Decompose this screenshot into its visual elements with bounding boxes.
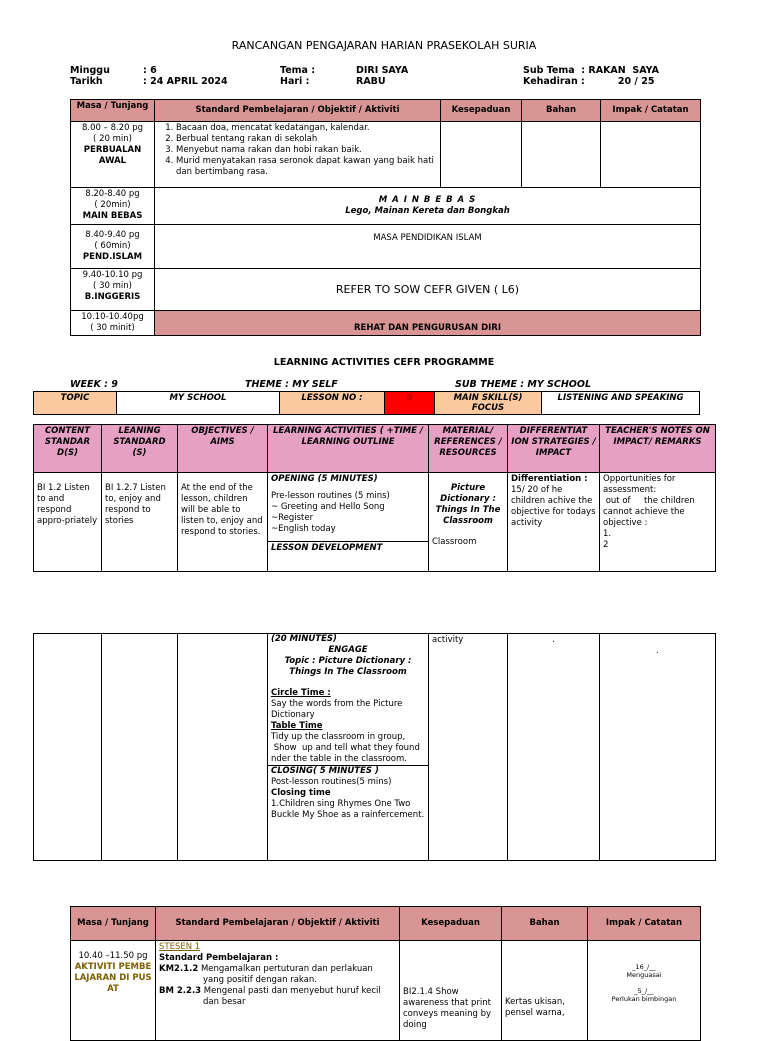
header-masa: Masa / Tunjang [71, 100, 155, 122]
topic-value: MY SCHOOL [117, 392, 280, 415]
circle-time-text: Say the words from the Picture Dictionary [271, 699, 403, 720]
material-cell [429, 473, 508, 572]
list-item: 3. Menyebut nama rakan dan hobi rakan baik. [176, 145, 437, 156]
activities-cell [268, 473, 429, 572]
lesson-development: LESSON DEVELOPMENT [268, 541, 428, 555]
cefr-week: WEEK : 9 [70, 379, 118, 390]
bm-line [159, 986, 396, 997]
closing-text: Post-lesson routines(5 mins) [271, 777, 392, 787]
circle-time-title: Circle Time : [271, 688, 331, 698]
cefr-subtheme: SUB THEME : MY SCHOOL [455, 379, 591, 390]
cefr-main-table [33, 424, 716, 572]
closing-title: CLOSING( 5 MINUTES ) [271, 766, 379, 776]
list-item: 1. Bacaan doa, mencatat kedatangan, kalendar. [176, 123, 437, 134]
main-bebas-heading: M A I N B E B A S [378, 195, 477, 205]
bottom-kesepaduan-cell: BI2.1.4 Show awareness that print conveys meaning by doing [400, 941, 502, 1041]
table-time-title: Table Time [271, 721, 323, 731]
cell-empty [522, 122, 601, 188]
impak-menguasai-label: Menguasai [626, 971, 662, 979]
header-kesepaduan: Kesepaduan [441, 100, 522, 122]
header-learning-activities: LEARNING ACTIVITIES ( +TIME / LEARNING OUTLINE [268, 425, 429, 473]
header-standard: Standard Pembelajaran / Objektif / Aktiviti [155, 100, 441, 122]
bm-text2: dan besar [203, 997, 246, 1007]
duration-text: ( 30 minit) [90, 323, 135, 333]
header-standard: Standard Pembelajaran / Objektif / Aktiviti [156, 907, 400, 941]
header-bahan: Bahan [522, 100, 601, 122]
notes-continued-cell: . [600, 634, 716, 861]
tema-value: DIRI SAYA [356, 65, 409, 76]
engage-minutes: (20 MINUTES) [271, 634, 337, 644]
cefr-continuation-table [33, 633, 716, 861]
minggu-value: : 6 [143, 65, 157, 76]
impak-bimbingan-count: _5_/__ [634, 987, 654, 995]
differentiation-cell [508, 473, 600, 572]
opening-line: ~Register [271, 513, 314, 523]
closing-time-title: Closing time [271, 788, 331, 798]
minggu-label: Minggu [70, 65, 110, 76]
skill-label: MAIN SKILL(S) FOCUS [435, 392, 542, 415]
time-text: 10.40 –11.50 pg [78, 951, 148, 961]
cefr-theme: THEME : MY SELF [245, 379, 338, 390]
material-continued-cell: activity [429, 634, 508, 861]
differentiation-continued-cell: . [508, 634, 600, 861]
activity-name: AKTIVITI PEMBELAJARAN DI PUSAT [74, 962, 152, 994]
table-time-text: Show up and tell what they found nder the table in the classroom. [271, 743, 423, 764]
header-bahan: Bahan [502, 907, 588, 941]
material-classroom: Classroom [432, 537, 477, 547]
activities-continued-cell [268, 634, 429, 861]
duration-text: ( 20min) [94, 200, 131, 210]
hari-label: Hari : [280, 76, 310, 87]
km-code: KM2.1.2 [159, 964, 199, 974]
duration-text: ( 30 min) [93, 281, 132, 291]
bottom-time-cell [71, 941, 156, 1041]
tarikh-value: : 24 APRIL 2024 [143, 76, 228, 87]
header-learning-standard: LEANING STANDARD (S) [102, 425, 178, 473]
bottom-standard-cell [156, 941, 400, 1041]
tarikh-label: Tarikh [70, 76, 103, 87]
bottom-rph-table [70, 906, 701, 1041]
header-kesepaduan: Kesepaduan [400, 907, 502, 941]
closing-time-text: 1.Children sing Rhymes One Two Buckle My Shoe as a rainfercement. [271, 799, 425, 820]
rph-table [70, 99, 701, 336]
opening-line: Pre-lesson routines (5 mins) [271, 491, 390, 501]
time-text: 8.40-9.40 pg [85, 230, 140, 240]
table-time-text: Tidy up the classroom in group, [271, 732, 406, 742]
diff-title: Differentiation : [511, 474, 588, 484]
header-objectives: OBJECTIVES / AIMS [178, 425, 268, 473]
activity-name: B.INGGERIS [84, 292, 141, 302]
learning-standard-cell: BI 1.2.7 Listen to, enjoy and respond to stories [102, 473, 178, 572]
header-masa: Masa / Tunjang [71, 907, 156, 941]
time-text: 10.10-10.40pg [81, 312, 144, 322]
cell-empty [102, 634, 178, 861]
engage-title: ENGAGE [328, 645, 368, 655]
opening-line: ~English today [271, 524, 336, 534]
bm-text: Mengenal pasti dan menyebut huruf kecil [201, 986, 381, 996]
cell-empty [441, 122, 522, 188]
row-binggeris-detail: REFER TO SOW CEFR GIVEN ( L6) [155, 269, 701, 311]
cell-empty [178, 634, 268, 861]
impak-menguasai-count: _16_/__ [632, 963, 656, 971]
cell-empty [34, 634, 102, 861]
hari-value: RABU [356, 76, 386, 87]
diff-text: 15/ 20 of he children achive the objective for todays activity [511, 485, 596, 528]
bottom-impak-cell [588, 941, 701, 1041]
km-line [159, 964, 396, 975]
bottom-bahan-cell: Kertas ukisan, pensel warna, [502, 941, 588, 1041]
lesson-value: 5 [385, 392, 435, 415]
time-text: 9.40-10.10 pg [82, 270, 143, 280]
notes-cell: Opportunities for assessment: out of the children cannot achieve the objective : 1. 2 [600, 473, 716, 572]
subtema: Sub Tema : RAKAN SAYA [523, 65, 659, 76]
engage-topic: Topic : Picture Dictionary : Things In The Classroom [284, 656, 412, 677]
header-differentiation: DIFFERENTIAT ION STRATEGIES / IMPACT [508, 425, 600, 473]
row-rehat-time [71, 311, 155, 336]
header-material: MATERIAL/ REFERENCES / RESOURCES [429, 425, 508, 473]
row-rehat-detail: REHAT DAN PENGURUSAN DIRI [155, 311, 701, 336]
header-impak: Impak / Catatan [601, 100, 701, 122]
lesson-label: LESSON NO : [280, 392, 385, 415]
material-title: Picture Dictionary : Things In The Classroom [435, 483, 501, 526]
duration-text: ( 60min) [94, 241, 131, 251]
cell-empty [601, 122, 701, 188]
content-standard-cell: BI 1.2 Listen to and respond appro-priately [34, 473, 102, 572]
opening-title: OPENING (5 MINUTES) [271, 474, 378, 484]
header-teachers-notes: TEACHER'S NOTES ON IMPACT/ REMARKS [600, 425, 716, 473]
row-mainbebas-detail [155, 188, 701, 225]
kehadiran: Kehadiran : 20 / 25 [523, 76, 655, 87]
time-text: 8.20-8.40 pg [85, 189, 140, 199]
header-impak: Impak / Catatan [588, 907, 701, 941]
skill-value: LISTENING AND SPEAKING [542, 392, 700, 415]
impak-bimbingan-label: Perlukan bimbingan [611, 995, 677, 1003]
row-pendislam-time [71, 225, 155, 269]
time-text: 8.00 – 8.20 pg [82, 123, 143, 133]
topic-label: TOPIC [34, 392, 117, 415]
header-content-standard: CONTENT STANDAR D(S) [34, 425, 102, 473]
cefr-topic-table [33, 391, 700, 415]
row-pendislam-detail: MASA PENDIDIKAN ISLAM [155, 225, 701, 269]
bm-code: BM 2.2.3 [159, 986, 202, 996]
main-bebas-detail: Lego, Mainan Kereta dan Bongkah [345, 206, 510, 216]
objectives-cell: At the end of the lesson, children will be able to listen to, enjoy and respond to stories. [178, 473, 268, 572]
sp-title: Standard Pembelajaran : [159, 953, 279, 963]
stesen-title: STESEN 1 [159, 942, 201, 952]
activity-name: PERBUALAN AWAL [83, 145, 142, 166]
list-item: 2. Berbual tentang rakan di sekolah [176, 134, 437, 145]
activity-name: PEND.ISLAM [82, 252, 143, 262]
cefr-title: LEARNING ACTIVITIES CEFR PROGRAMME [273, 357, 495, 368]
opening-line: ~ Greeting and Hello Song [271, 502, 385, 512]
row-perbualan-time [71, 122, 155, 188]
row-perbualan-activities [155, 122, 441, 188]
duration-text: ( 20 min) [93, 134, 132, 144]
tema-label: Tema : [280, 65, 316, 76]
row-binggeris-time [71, 269, 155, 311]
km-text: Mengamalkan pertuturan dan perlakuan [198, 964, 373, 974]
row-mainbebas-time [71, 188, 155, 225]
activity-name: MAIN BEBAS [82, 211, 143, 221]
page-title: RANCANGAN PENGAJARAN HARIAN PRASEKOLAH SURIA [231, 39, 537, 52]
km-text2: yang positif dengan rakan. [203, 975, 317, 985]
list-item: 4. Murid menyatakan rasa seronok dapat kawan yang baik hati dan bertimbang rasa. [176, 156, 437, 178]
